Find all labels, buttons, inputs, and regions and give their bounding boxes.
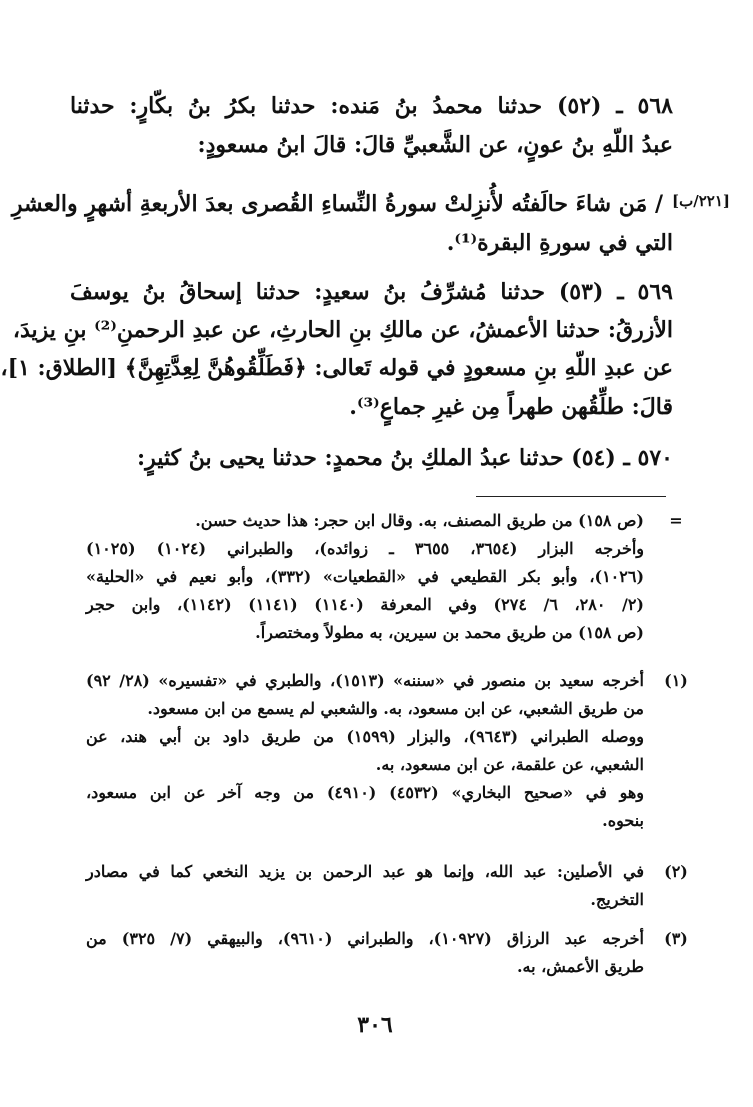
page-number: ٣٠٦ — [357, 1012, 393, 1038]
footnote-cont-line-2: وأخرجه البزار (٣٦٥٤، ٣٦٥٥ ـ زوائده)، والطبراني (١٠٢٤) (١٠٢٥) — [86, 539, 645, 558]
footnote-number-3: (٣) — [664, 929, 688, 948]
footnote-continuation-marker: = — [669, 511, 683, 530]
footnote-1-line-5: وهو في «صحيح البخاري» (٤٥٣٢) (٤٩١٠) من وجه آخر عن ابن مسعود، — [86, 783, 644, 802]
footnote-divider — [476, 496, 666, 497]
main-line-6: الأزرقُ: حدثنا الأعمشُ، عن مالكِ بنِ الحارثِ، عن عبدِ الرحمنِ⁽²⁾ بنِ يزيدَ، — [12, 317, 673, 343]
footnote-2-line-1: في الأصلين: عبد الله، وإنما هو عبد الرحمن بن يزيد النخعي كما في مصادر — [86, 862, 644, 881]
main-line-7: عن عبدِ اللّهِ بنِ مسعودٍ في قوله تَعالى: ﴿فَطَلِّقُوهُنَّ لِعِدَّتِهِنَّ﴾ [الطلاق: ١]، — [0, 355, 673, 381]
footnote-3-line-1: أخرجه عبد الرزاق (١٠٩٢٧)، والطبراني (٩٦١٠)، والبيهقي (٧/ ٣٢٥) من — [86, 929, 644, 948]
footnote-1-line-6: بنحوه. — [602, 811, 644, 830]
main-line-1: ٥٦٨ ـ (٥٢) حدثنا محمدُ بنُ مَنده: حدثنا بكرُ بنُ بكّارٍ: حدثنا — [70, 93, 673, 119]
footnote-1-line-3: ووصله الطبراني (٩٦٤٣)، والبزار (١٥٩٩) من طريق داود بن أبي هند، عن — [86, 727, 644, 746]
footnote-cont-line-3: (١٠٢٦)، وأبو بكر القطيعي في «القطعيات» (٣٣٢)، وأبو نعيم في «الحلية» — [86, 567, 645, 586]
footnote-1-line-2: من طريق الشعبي، عن ابن مسعود، به. والشعبي لم يسمع من ابن مسعود. — [147, 699, 644, 718]
footnote-cont-line-4: (٢/ ٢٨٠، ٦/ ٢٧٤) وفي المعرفة (١١٤٠) (١١٤١) (١١٤٢)، وابن حجر — [86, 595, 644, 614]
footnote-cont-line-5: (ص ١٥٨) من طريق محمد بن سيرين، به مطولاً ومختصراً. — [255, 623, 644, 642]
main-line-5: ٥٦٩ ـ (٥٣) حدثنا مُشرِّفُ بنُ سعيدٍ: حدثنا إسحاقُ بنُ يوسفَ — [70, 279, 673, 305]
main-line-9: ٥٧٠ ـ (٥٤) حدثنا عبدُ الملكِ بنُ محمدٍ: حدثنا يحيى بنُ كثيرٍ: — [137, 445, 673, 471]
main-line-3: / مَن شاءَ حالَفتُه لأُنزِلتْ سورةُ النِّساءِ القُصرى بعدَ الأربعةِ أشهرٍ والعشرِ — [11, 191, 663, 217]
main-line-4: التي في سورةِ البقرة⁽¹⁾. — [446, 230, 673, 256]
manuscript-folio-ref: [٢٢١/ب] — [672, 192, 730, 210]
footnote-1-line-4: الشعبي، عن علقمة، عن ابن مسعود، به. — [375, 755, 644, 774]
main-line-8: قالَ: طلِّقُهن طهراً مِن غيرِ جماعٍ⁽³⁾. — [349, 394, 673, 420]
footnote-number-1: (١) — [664, 671, 688, 690]
footnote-cont-line-1: (ص ١٥٨) من طريق المصنف، به. وقال ابن حجر: هذا حديث حسن. — [195, 511, 644, 530]
footnote-2-line-2: التخريج. — [590, 890, 644, 909]
main-line-2: عبدُ اللّهِ بنُ عونٍ، عن الشَّعبيِّ قالَ: قالَ ابنُ مسعودٍ: — [197, 132, 673, 158]
footnote-1-line-1: أخرجه سعيد بن منصور في «سننه» (١٥١٣)، والطبري في «تفسيره» (٢٨/ ٩٢) — [86, 671, 644, 690]
footnote-3-line-2: طريق الأعمش، به. — [516, 957, 644, 976]
footnote-number-2: (٢) — [664, 862, 688, 881]
